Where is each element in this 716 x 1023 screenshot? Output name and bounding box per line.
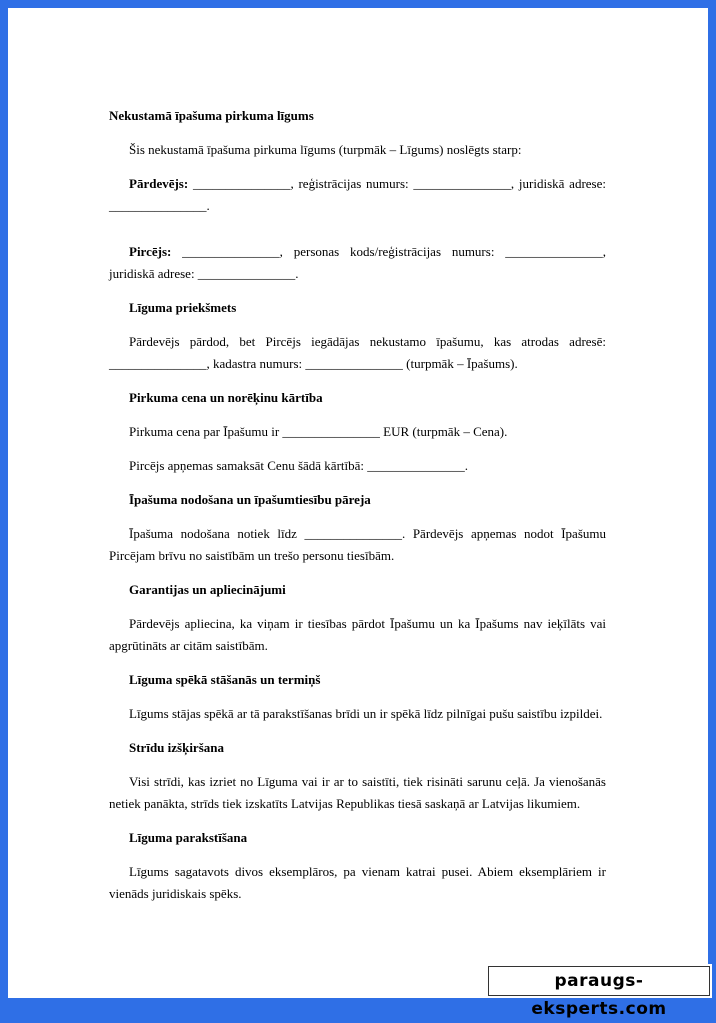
section-paragraph-price-2: Pircējs apņemas samaksāt Cenu šādā kārtībā: _______________. xyxy=(129,458,469,473)
section-paragraph-signing: Līgums sagatavots divos eksemplāros, pa vienam katrai pusei. Abiem eksemplāriem ir vienāds juridiskais spēks. xyxy=(109,864,606,901)
section-paragraph-disputes: Visi strīdi, kas izriet no Līguma vai ir ar to saistīti, tiek risināti sarunu ceļā. Ja vienošanās netiek panākta, strīds tiek izskatīts Latvijas Republikas tiesā saskaņā ar Latvijas likumiem. xyxy=(109,774,606,811)
section-heading-price: Pirkuma cena un norēķinu kārtība xyxy=(129,390,323,405)
section-heading-subject: Līguma priekšmets xyxy=(129,300,237,315)
document-title: Nekustamā īpašuma pirkuma līgums xyxy=(109,108,314,123)
intro-paragraph: Šis nekustamā īpašuma pirkuma līgums (turpmāk – Līgums) noslēgts starp: xyxy=(129,142,522,157)
section-paragraph-guarantees: Pārdevējs apliecina, ka viņam ir tiesības pārdot Īpašumu un ka Īpašums nav ieķīlāts vai apgrūtināts ar citām saistībām. xyxy=(109,616,606,653)
section-heading-guarantees: Garantijas un apliecinājumi xyxy=(129,582,286,597)
buyer-paragraph xyxy=(109,241,606,285)
buyer-label: Pircējs: xyxy=(129,244,172,259)
section-paragraph-price-1: Pirkuma cena par Īpašumu ir _______________ EUR (turpmāk – Cena). xyxy=(129,424,508,439)
document-body xyxy=(109,105,606,917)
section-heading-term: Līguma spēkā stāšanās un termiņš xyxy=(129,672,321,687)
seller-paragraph xyxy=(109,173,606,217)
buyer-details: _______________, personas kods/reģistrācijas numurs: _______________, juridiskā adrese: _______________. xyxy=(109,244,606,281)
section-paragraph-term: Līgums stājas spēkā ar tā parakstīšanas brīdi un ir spēkā līdz pilnīgai pušu saistību izpildei. xyxy=(129,706,603,721)
section-heading-signing: Līguma parakstīšana xyxy=(129,830,248,845)
section-heading-disputes: Strīdu izšķiršana xyxy=(129,740,224,755)
seller-label: Pārdevējs: xyxy=(129,176,189,191)
watermark-badge: paraugs-eksperts.com xyxy=(488,966,710,996)
section-paragraph-subject: Pārdevējs pārdod, bet Pircējs iegādājas nekustamo īpašumu, kas atrodas adresē: _______________, kadastra numurs: _______________ (turpmāk – Īpašums). xyxy=(109,334,606,371)
section-paragraph-transfer: Īpašuma nodošana notiek līdz _______________. Pārdevējs apņemas nodot Īpašumu Pircējam brīvu no saistībām un trešo personu tiesībām. xyxy=(109,526,606,563)
seller-details: _______________, reģistrācijas numurs: _______________, juridiskā adrese: _______________. xyxy=(109,176,606,213)
section-heading-transfer: Īpašuma nodošana un īpašumtiesību pāreja xyxy=(129,492,371,507)
document-page xyxy=(8,8,708,998)
